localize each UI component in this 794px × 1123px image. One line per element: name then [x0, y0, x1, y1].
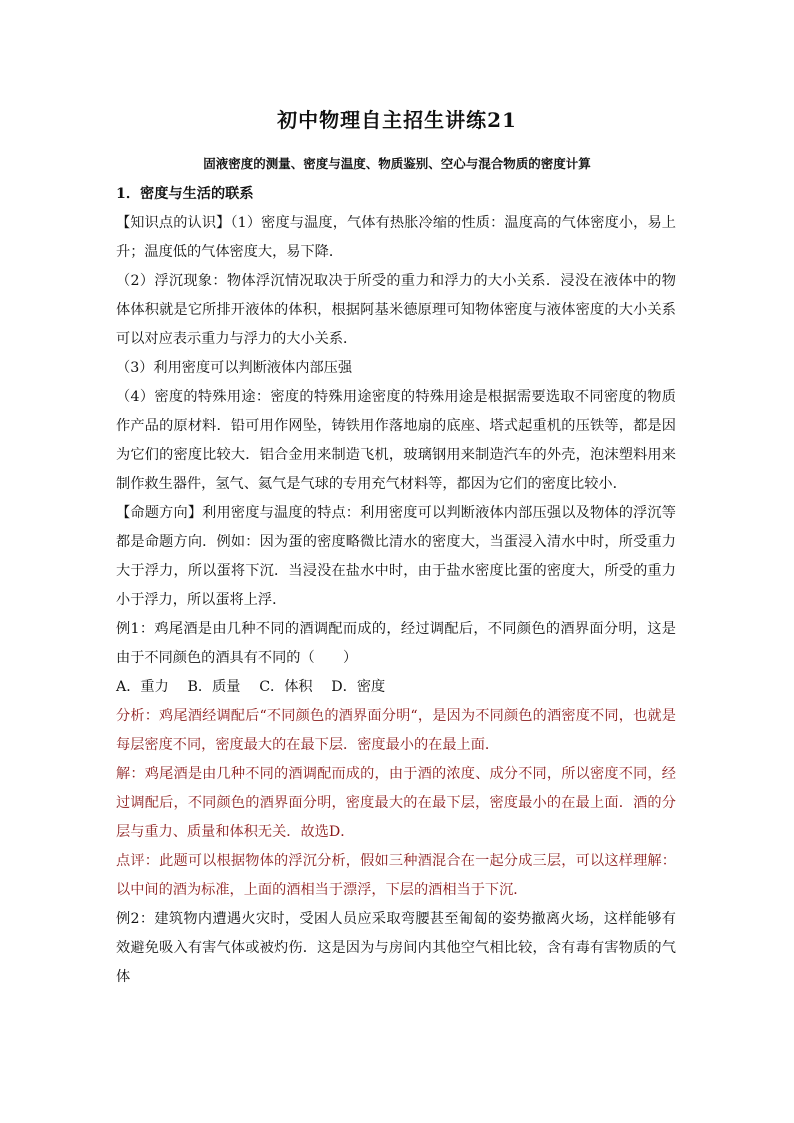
paragraph-floating: （2）浮沉现象：物体浮沉情况取决于所受的重力和浮力的大小关系．浸没在液体中的物体体积就是它所排开液体的体积，根据阿基米德原理可知物体密度与液体密度的大小关系可以对应表示重力与浮力的大小关系． [116, 273, 676, 347]
section-heading: 1．密度与生活的联系 [116, 186, 254, 202]
paragraph-special-use: （4）密度的特殊用途：密度的特殊用途密度的特殊用途是根据需要选取不同密度的物质作产品的原材料．铅可用作网坠，铸铁用作落地扇的底座、塔式起重机的压铁等，都是因为它们的密度比较大．铝合金用来制造飞机，玻璃钢用来制造汽车的外壳，泡沫塑料用来制作救生器件，氢气、氦气是气球的专用充气材料等，都因为它们的密度比较小． [116, 389, 676, 492]
document-body [116, 180, 676, 992]
example1-options: A．重力 B．质量 C．体积 D．密度 [116, 679, 386, 695]
page-subtitle: 固液密度的测量、密度与温度、物质鉴别、空心与混合物质的密度计算 [203, 156, 591, 171]
example1-analysis: 分析：鸡尾酒经调配后“不同颜色的酒界面分明“，是因为不同颜色的酒密度不同，也就是每层密度不同，密度最大的在最下层．密度最小的在最上面． [116, 708, 676, 753]
example1-comment: 点评：此题可以根据物体的浮沉分析，假如三种酒混合在一起分成三层，可以这样理解：以中间的酒为标准，上面的酒相当于漂浮，下层的酒相当于下沉． [116, 853, 676, 898]
paragraph-knowledge: 【知识点的认识】（1）密度与温度，气体有热胀冷缩的性质：温度高的气体密度小，易上升；温度低的气体密度大，易下降． [116, 215, 676, 260]
example2-question: 例2：建筑物内遭遇火灾时，受困人员应采取弯腰甚至匍匐的姿势撤离火场，这样能够有效避免吸入有害气体或被灼伤．这是因为与房间内其他空气相比较，含有毒有害物质的气体 [116, 911, 676, 985]
page-title: 初中物理自主招生讲练21 [277, 108, 517, 132]
example1-question: 例1：鸡尾酒是由几种不同的酒调配而成的，经过调配后，不同颜色的酒界面分明，这是由于不同颜色的酒具有不同的（ ） [116, 621, 676, 666]
paragraph-direction: 【命题方向】利用密度与温度的特点：利用密度可以判断液体内部压强以及物体的浮沉等都是命题方向．例如：因为蛋的密度略微比清水的密度大，当蛋浸入清水中时，所受重力大于浮力，所以蛋将下沉．当浸没在盐水中时，由于盐水密度比蛋的密度大，所受的重力小于浮力，所以蛋将上浮． [116, 505, 676, 608]
example1-solution: 解：鸡尾酒是由几种不同的酒调配而成的，由于酒的浓度、成分不同，所以密度不同，经过调配后，不同颜色的酒界面分明，密度最大的在最下层，密度最小的在最上面．酒的分层与重力、质量和体积无关．故选D． [116, 766, 676, 840]
paragraph-pressure: （3）利用密度可以判断液体内部压强 [116, 360, 353, 376]
